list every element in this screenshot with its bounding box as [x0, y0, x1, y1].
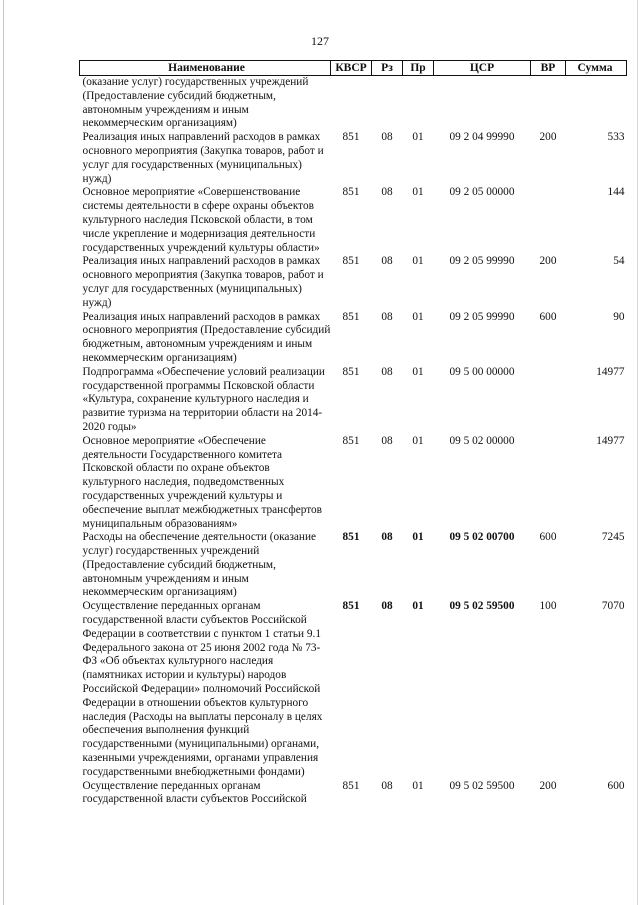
cell-sum: 14977	[596, 434, 625, 447]
cell-kvsr: 851	[342, 255, 360, 268]
cell-pr	[403, 76, 434, 132]
cell-sum: 144	[607, 186, 625, 199]
cell-vr: 200	[539, 255, 557, 268]
scan-edge-right	[637, 0, 638, 905]
cell-rz: 08	[381, 531, 393, 544]
cell-name: Основное мероприятие «Совершенствование системы деятельности в сфере охраны объектов культурного наследия Псковской области, в том числе укрепление и модернизация деятельности государственных учреждений культуры области»	[82, 186, 320, 254]
page-number: 127	[311, 34, 329, 48]
cell-vr: 200	[539, 131, 557, 144]
cell-pr: 01	[412, 779, 424, 792]
table-row	[80, 531, 627, 600]
cell-rz: 08	[381, 131, 393, 144]
cell-pr: 01	[412, 600, 424, 613]
header-csr: ЦСР	[434, 61, 531, 76]
cell-kvsr: 851	[342, 779, 360, 792]
cell-name: Реализация иных направлений расходов в рамках основного мероприятия (Закупка товаров, работ и услуг для государственных (муниципальных) нужд)	[82, 255, 324, 309]
header-rz: Рз	[372, 61, 403, 76]
cell-rz: 08	[381, 779, 393, 792]
header-sum: Сумма	[566, 61, 627, 76]
cell-vr: 200	[539, 779, 557, 792]
table-header-row	[80, 61, 627, 76]
table-row	[80, 435, 627, 532]
cell-sum	[566, 76, 627, 132]
cell-csr: 09 5 02 00000	[449, 434, 515, 447]
cell-csr: 09 2 05 99990	[449, 255, 515, 268]
cell-kvsr	[331, 76, 372, 132]
budget-table	[79, 60, 627, 807]
cell-sum: 7245	[601, 531, 625, 544]
cell-rz	[372, 76, 403, 132]
header-pr: Пр	[403, 61, 434, 76]
table-row	[80, 311, 627, 366]
table-row	[80, 255, 627, 310]
cell-rz: 08	[381, 434, 393, 447]
cell-vr	[531, 186, 566, 255]
cell-csr: 09 2 05 99990	[449, 310, 515, 323]
cell-vr	[531, 76, 566, 132]
cell-csr: 09 2 04 99990	[449, 131, 515, 144]
cell-sum: 14977	[596, 365, 625, 378]
cell-vr	[531, 435, 566, 532]
cell-rz: 08	[381, 186, 393, 199]
cell-kvsr: 851	[342, 131, 360, 144]
table-row	[80, 780, 627, 808]
cell-vr: 600	[539, 531, 557, 544]
cell-pr: 01	[412, 531, 424, 544]
cell-name: Осуществление переданных органам государственной власти субъектов Российской	[82, 779, 307, 806]
header-kvsr: КВСР	[331, 61, 372, 76]
cell-sum: 7070	[601, 600, 625, 613]
cell-kvsr: 851	[342, 434, 360, 447]
cell-sum: 90	[613, 310, 625, 323]
cell-rz: 08	[381, 255, 393, 268]
cell-kvsr: 851	[342, 600, 360, 613]
cell-sum: 600	[607, 779, 625, 792]
cell-name: Основное мероприятие «Обеспечение деятельности Государственного комитета Псковской области по охране объектов культурного наследия, подведомственных государственных учреждений культуры и обеспечение выплат межбюджетных трансфертов муниципальным образованиям»	[82, 434, 322, 530]
cell-pr: 01	[412, 186, 424, 199]
cell-name: Осуществление переданных органам государственной власти субъектов Российской Федерации в соответствии с пунктом 1 статьи 9.1 Федерального закона от 25 июня 2002 года № 73-ФЗ «Об объектах культурного наследия (памятниках истории и культуры) народов Российской Федерации» полномочий Российской Федерации в отношении объектов культурного наследия (Расходы на выплаты персоналу в целях обеспечения выполнения функций государственными (муниципальными) органами, казенными учреждениями, органами управления государственными внебюджетными фондами)	[82, 600, 323, 778]
cell-kvsr: 851	[342, 531, 360, 544]
cell-kvsr: 851	[342, 365, 360, 378]
cell-rz: 08	[381, 310, 393, 323]
cell-pr: 01	[412, 365, 424, 378]
cell-pr: 01	[412, 131, 424, 144]
cell-pr: 01	[412, 255, 424, 268]
cell-rz: 08	[381, 600, 393, 613]
cell-vr: 100	[539, 600, 557, 613]
cell-name: Расходы на обеспечение деятельности (оказание услуг) государственных учреждений (Предоставление субсидий бюджетным, автономным учреждениям и иным некоммерческим организациям)	[82, 531, 317, 599]
cell-csr: 09 5 02 59500	[449, 600, 515, 613]
table-row	[80, 131, 627, 186]
cell-pr: 01	[412, 434, 424, 447]
cell-name: Реализация иных направлений расходов в рамках основного мероприятия (Предоставление субсидий бюджетным, автономным учреждениям и иным некоммерческим организациям)	[82, 310, 331, 364]
cell-csr	[434, 76, 531, 132]
cell-csr: 09 5 02 00700	[449, 531, 515, 544]
cell-rz: 08	[381, 365, 393, 378]
cell-kvsr: 851	[342, 310, 360, 323]
header-vr: ВР	[531, 61, 566, 76]
cell-vr: 600	[539, 310, 557, 323]
table-row	[80, 186, 627, 255]
table-row	[80, 366, 627, 435]
cell-vr	[531, 366, 566, 435]
cell-sum: 533	[607, 131, 625, 144]
cell-name: Реализация иных направлений расходов в рамках основного мероприятия (Закупка товаров, работ и услуг для государственных (муниципальных) нужд)	[82, 131, 324, 185]
table-row	[80, 600, 627, 779]
cell-csr: 09 2 05 00000	[449, 186, 515, 199]
cell-sum: 54	[613, 255, 625, 268]
cell-csr: 09 5 02 59500	[449, 779, 515, 792]
table-row	[80, 76, 627, 132]
cell-pr: 01	[412, 310, 424, 323]
cell-csr: 09 5 00 00000	[449, 365, 515, 378]
scan-edge-left	[3, 0, 4, 905]
cell-kvsr: 851	[342, 186, 360, 199]
cell-name: Подпрограмма «Обеспечение условий реализации государственной программы Псковской области «Культура, сохранение культурного наследия и развитие туризма на территории области на 2014-2020 годы»	[82, 365, 325, 433]
cell-name: (оказание услуг) государственных учреждений (Предоставление субсидий бюджетным, автономным учреждениям и иным некоммерческим организациям)	[82, 76, 309, 130]
header-name: Наименование	[80, 61, 331, 76]
